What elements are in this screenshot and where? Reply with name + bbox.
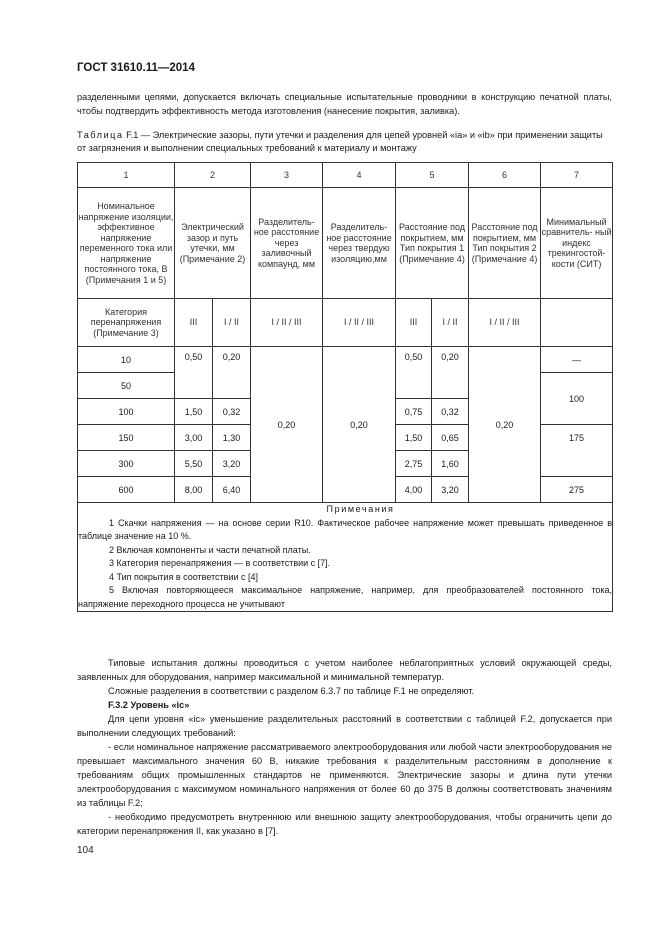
value-cell: 4,00 (396, 477, 432, 503)
merged-solid-cell: 0,20 (323, 347, 396, 503)
note-2: 2 Включая компоненты и части печатной платы. (109, 544, 311, 555)
header-clearance: Электрический зазор и путь утечки, мм (Примечание 2) (175, 188, 251, 299)
header-compound: Разделитель- ное расстояние через заливочный компаунд, мм (251, 188, 323, 299)
notes-title: Примечания (326, 504, 395, 514)
category-cell: III (175, 299, 213, 347)
value-cell: 0,50 (175, 347, 213, 399)
header-coating-type1: Расстояние под покрытием, мм Тип покрытия 1 (Примечание 4) (396, 188, 469, 299)
value-cell: 1,30 (213, 425, 251, 451)
table-caption-text: F.1 — Электрические зазоры, пути утечки и разделения для цепей уровней «ia» и «ib» при применении защиты от загрязнения и выполнении специальных требований к материалу и монтажу (77, 130, 603, 153)
table-notes-row (78, 503, 613, 612)
value-cell: 8,00 (175, 477, 213, 503)
category-cell: I / II (213, 299, 251, 347)
value-cell: 5,50 (175, 451, 213, 477)
merged-compound-cell: 0,20 (251, 347, 323, 503)
value-cell: 2,75 (396, 451, 432, 477)
col-number: 4 (323, 163, 396, 188)
value-cell: 0,65 (432, 425, 469, 451)
category-empty (541, 299, 613, 347)
value-cell: 0,75 (396, 399, 432, 425)
merged-coating2-cell: 0,20 (469, 347, 541, 503)
col-number: 7 (541, 163, 613, 188)
value-cell: 0,32 (432, 399, 469, 425)
value-cell: 0,32 (213, 399, 251, 425)
category-cell: I / II / III (251, 299, 323, 347)
voltage-cell: 300 (78, 451, 175, 477)
note-1: 1 Скачки напряжения — на основе серии R10. Фактическое рабочее напряжение может превышать приведенное в таблице значение на 10 %. (78, 517, 613, 541)
body-text (77, 656, 612, 838)
col-number: 3 (251, 163, 323, 188)
category-cell: I / II (432, 299, 469, 347)
paragraph-requirement-2: - необходимо предусмотреть внутреннюю или внешнюю защиту электрооборудования, чтобы ограничить цепи до категории перенапряжения II, как указано в [7]. (77, 812, 612, 836)
category-cell: I / II / III (323, 299, 396, 347)
table-caption (77, 129, 612, 155)
note-5: 5 Включая повторяющееся максимальное напряжение, например, для преобразователей постоянного тока, напряжение переходного процесса не учитывают (78, 585, 613, 609)
voltage-cell: 600 (78, 477, 175, 503)
intro-paragraph: разделенными цепями, допускается включать специальные испытательные проводники в конструкцию печатной платы, чтобы подтвердить эффективность метода изготовления (нанесение покрытия, заливка). (77, 92, 612, 116)
value-cell: 0,50 (396, 347, 432, 399)
header-solid-insulation: Разделитель- ное расстояние через твердую изоляцию,мм (323, 188, 396, 299)
table-row (78, 347, 613, 373)
header-voltage: Номинальное напряжение изоляции, эффективное напряжение переменного тока или напряжение постоянного тока, В (Примечания 1 и 5) (78, 188, 175, 299)
value-cell: 1,60 (432, 451, 469, 477)
category-cell: I / II / III (469, 299, 541, 347)
col-number: 5 (396, 163, 469, 188)
value-cell: 1,50 (175, 399, 213, 425)
section-heading: F.3.2 Уровень «ic» (108, 700, 190, 710)
document-header: ГОСТ 31610.11—2014 (77, 62, 195, 74)
clearance-table (77, 162, 613, 612)
value-cell: 3,20 (213, 451, 251, 477)
value-cell: 0,20 (213, 347, 251, 399)
category-label: Категория перенапряжения (Примечание 3) (78, 299, 175, 347)
page-number: 104 (77, 845, 94, 856)
category-cell: III (396, 299, 432, 347)
value-cell: 1,50 (396, 425, 432, 451)
cti-cell: 175 (541, 425, 613, 477)
col-number: 1 (78, 163, 175, 188)
paragraph-requirement-1: - если номинальное напряжение рассматриваемого электрооборудования или любой части электрооборудования не превышает максимального значения 60 В, никакие требования к разделительным расстояниям в дополнение к требованиям общих промышленных стандартов не применяются. Электрические зазоры и длина пути утечки электрооборудования с максимумом номинального напряжения от более 60 до 375 В должны соответствовать значениям из таблицы F.2; (77, 742, 612, 808)
value-cell: 6,40 (213, 477, 251, 503)
cti-cell: 100 (541, 373, 613, 425)
table-notes (78, 503, 613, 612)
header-coating-type2: Расстояние под покрытием, мм Тип покрытия 2 (Примечание 4) (469, 188, 541, 299)
table-category-row (78, 299, 613, 347)
voltage-cell: 50 (78, 373, 175, 399)
note-4: 4 Тип покрытия в соответствии с [4] (109, 571, 259, 582)
paragraph-complex-separation: Сложные разделения в соответствии с разделом 6.3.7 по таблице F.1 не определяют. (108, 686, 475, 696)
header-cti: Минимальный сравнитель- ный индекс трекингостой- кости (СИТ) (541, 188, 613, 299)
voltage-cell: 10 (78, 347, 175, 373)
value-cell: 0,20 (432, 347, 469, 399)
col-number: 2 (175, 163, 251, 188)
table-caption-label: Таблица (77, 130, 124, 140)
voltage-cell: 100 (78, 399, 175, 425)
table-column-numbers-row (78, 163, 613, 188)
value-cell: 3,20 (432, 477, 469, 503)
paragraph-test-conditions: Типовые испытания должны проводиться с учетом наиболее неблагоприятных условий окружающей среды, заявленных для оборудования, например максимальной и минимальной температур. (77, 658, 612, 682)
table-header-row (78, 188, 613, 299)
cti-cell: 275 (541, 477, 613, 503)
note-3: 3 Категория перенапряжения — в соответствии с [7]. (109, 558, 331, 568)
paragraph-ic-level: Для цепи уровня «ic» уменьшение разделительных расстояний в соответствии с таблицей F.2, допускается при выполнении следующих требований: (77, 714, 612, 738)
value-cell: 3,00 (175, 425, 213, 451)
voltage-cell: 150 (78, 425, 175, 451)
cti-cell: — (541, 347, 613, 373)
col-number: 6 (469, 163, 541, 188)
